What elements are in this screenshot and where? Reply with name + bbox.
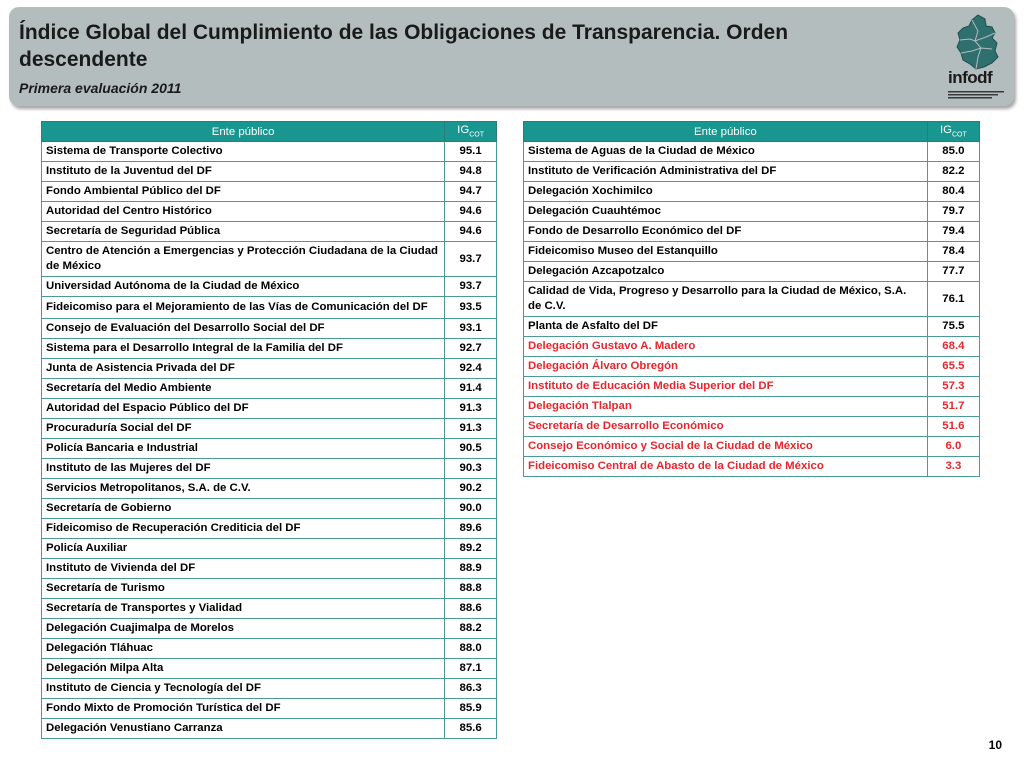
table-row xyxy=(42,599,497,619)
table-row xyxy=(42,579,497,599)
ente-name-cell: Centro de Atención a Emergencias y Protección Ciudadana de la Ciudad de México xyxy=(42,242,445,277)
table-row xyxy=(42,142,497,162)
ente-name-cell: Instituto de las Mujeres del DF xyxy=(42,459,445,479)
ente-name-cell: Delegación Cuauhtémoc xyxy=(524,202,928,222)
table-row xyxy=(42,519,497,539)
table-row xyxy=(524,262,980,282)
igcot-value-cell: 93.7 xyxy=(445,242,497,277)
igcot-value-cell: 51.7 xyxy=(927,397,979,417)
table-row xyxy=(524,222,980,242)
table-row xyxy=(42,459,497,479)
ente-name-cell: Autoridad del Centro Histórico xyxy=(42,202,445,222)
column-header-igcot xyxy=(927,122,979,142)
igcot-value-cell: 86.3 xyxy=(445,679,497,699)
infodf-logo xyxy=(946,11,1010,103)
table-row xyxy=(524,377,980,397)
igcot-subscript: COT xyxy=(469,131,484,139)
igcot-main: IG xyxy=(939,124,952,137)
igcot-value-cell: 89.6 xyxy=(445,519,497,539)
table-row xyxy=(524,317,980,337)
column-header-ente: Ente público xyxy=(42,122,445,142)
igcot-value-cell: 94.6 xyxy=(445,222,497,242)
ente-name-cell: Secretaría de Seguridad Pública xyxy=(42,222,445,242)
table-body-left xyxy=(42,142,497,739)
ente-name-cell: Delegación Milpa Alta xyxy=(42,659,445,679)
ranking-table-right xyxy=(523,121,980,477)
ente-name-cell: Delegación Xochimilco xyxy=(524,182,928,202)
igcot-value-cell: 65.5 xyxy=(927,357,979,377)
ente-name-cell: Instituto de Verificación Administrativa del DF xyxy=(524,162,928,182)
igcot-value-cell: 57.3 xyxy=(927,377,979,397)
ente-name-cell: Fondo Mixto de Promoción Turística del DF xyxy=(42,699,445,719)
ente-name-cell: Consejo de Evaluación del Desarrollo Social del DF xyxy=(42,319,445,339)
igcot-value-cell: 68.4 xyxy=(927,337,979,357)
igcot-value-cell: 93.7 xyxy=(445,277,497,297)
ente-name-cell: Calidad de Vida, Progreso y Desarrollo para la Ciudad de México, S.A. de C.V. xyxy=(524,282,928,317)
igcot-value-cell: 79.4 xyxy=(927,222,979,242)
igcot-subscript: COT xyxy=(952,131,967,139)
ente-name-cell: Fideicomiso de Recuperación Crediticia del DF xyxy=(42,519,445,539)
table-row xyxy=(42,339,497,359)
ente-name-cell: Fideicomiso Museo del Estanquillo xyxy=(524,242,928,262)
ente-name-cell: Sistema para el Desarrollo Integral de la Familia del DF xyxy=(42,339,445,359)
table-body-right xyxy=(524,142,980,477)
igcot-value-cell: 79.7 xyxy=(927,202,979,222)
page-subtitle: Primera evaluación 2011 xyxy=(19,80,182,96)
ente-name-cell: Delegación Cuajimalpa de Morelos xyxy=(42,619,445,639)
table-row xyxy=(42,419,497,439)
igcot-value-cell: 90.0 xyxy=(445,499,497,519)
igcot-value-cell: 90.2 xyxy=(445,479,497,499)
ente-name-cell: Secretaría de Turismo xyxy=(42,579,445,599)
ente-name-cell: Autoridad del Espacio Público del DF xyxy=(42,399,445,419)
ente-name-cell: Secretaría del Medio Ambiente xyxy=(42,379,445,399)
igcot-value-cell: 88.6 xyxy=(445,599,497,619)
igcot-value-cell: 77.7 xyxy=(927,262,979,282)
ente-name-cell: Sistema de Aguas de la Ciudad de México xyxy=(524,142,928,162)
table-row xyxy=(524,162,980,182)
table-row xyxy=(524,282,980,317)
igcot-value-cell: 93.5 xyxy=(445,297,497,319)
igcot-value-cell: 51.6 xyxy=(927,417,979,437)
table-row xyxy=(42,439,497,459)
table-row xyxy=(524,357,980,377)
igcot-value-cell: 91.4 xyxy=(445,379,497,399)
ente-name-cell: Fideicomiso para el Mejoramiento de las Vías de Comunicación del DF xyxy=(42,297,445,319)
ente-name-cell: Instituto de la Juventud del DF xyxy=(42,162,445,182)
table-row xyxy=(42,719,497,739)
table-row xyxy=(42,379,497,399)
igcot-value-cell: 90.5 xyxy=(445,439,497,459)
igcot-value-cell: 3.3 xyxy=(927,457,979,477)
table-row xyxy=(42,679,497,699)
igcot-value-cell: 80.4 xyxy=(927,182,979,202)
ente-name-cell: Instituto de Educación Media Superior del DF xyxy=(524,377,928,397)
table-row xyxy=(524,202,980,222)
table-row xyxy=(42,182,497,202)
igcot-value-cell: 76.1 xyxy=(927,282,979,317)
table-row xyxy=(524,457,980,477)
igcot-value-cell: 82.2 xyxy=(927,162,979,182)
table-header-row xyxy=(42,122,497,142)
igcot-value-cell: 91.3 xyxy=(445,419,497,439)
table-row xyxy=(42,359,497,379)
ente-name-cell: Instituto de Ciencia y Tecnología del DF xyxy=(42,679,445,699)
ente-name-cell: Sistema de Transporte Colectivo xyxy=(42,142,445,162)
table-row xyxy=(42,297,497,319)
igcot-value-cell: 75.5 xyxy=(927,317,979,337)
ente-name-cell: Delegación Venustiano Carranza xyxy=(42,719,445,739)
ente-name-cell: Fondo Ambiental Público del DF xyxy=(42,182,445,202)
table-row xyxy=(524,417,980,437)
igcot-value-cell: 88.8 xyxy=(445,579,497,599)
table-header-row xyxy=(524,122,980,142)
logo-wordmark: infodf xyxy=(948,68,993,87)
table-row xyxy=(42,162,497,182)
ente-name-cell: Universidad Autónoma de la Ciudad de México xyxy=(42,277,445,297)
igcot-main: IG xyxy=(457,124,470,137)
ente-name-cell: Fideicomiso Central de Abasto de la Ciudad de México xyxy=(524,457,928,477)
table-row xyxy=(42,559,497,579)
igcot-value-cell: 85.6 xyxy=(445,719,497,739)
table-row xyxy=(42,659,497,679)
table-row xyxy=(524,437,980,457)
column-header-ente: Ente público xyxy=(524,122,928,142)
ente-name-cell: Delegación Tlalpan xyxy=(524,397,928,417)
igcot-value-cell: 94.8 xyxy=(445,162,497,182)
ente-name-cell: Delegación Álvaro Obregón xyxy=(524,357,928,377)
igcot-value-cell: 92.4 xyxy=(445,359,497,379)
ente-name-cell: Delegación Tláhuac xyxy=(42,639,445,659)
ente-name-cell: Junta de Asistencia Privada del DF xyxy=(42,359,445,379)
table-row xyxy=(42,619,497,639)
table-row xyxy=(42,222,497,242)
header-banner xyxy=(9,7,1014,106)
page-title: Índice Global del Cumplimiento de las Obligaciones de Transparencia. Orden descendente xyxy=(19,21,789,71)
igcot-value-cell: 6.0 xyxy=(927,437,979,457)
igcot-value-cell: 88.2 xyxy=(445,619,497,639)
ranking-table-left xyxy=(41,121,497,739)
table-row xyxy=(42,499,497,519)
table-row xyxy=(42,319,497,339)
igcot-value-cell: 85.9 xyxy=(445,699,497,719)
ente-name-cell: Delegación Azcapotzalco xyxy=(524,262,928,282)
table-row xyxy=(524,142,980,162)
igcot-value-cell: 92.7 xyxy=(445,339,497,359)
table-row xyxy=(524,397,980,417)
ente-name-cell: Policía Bancaria e Industrial xyxy=(42,439,445,459)
mexico-city-map-icon xyxy=(948,13,1008,71)
table-row xyxy=(524,182,980,202)
ente-name-cell: Procuraduría Social del DF xyxy=(42,419,445,439)
ente-name-cell: Secretaría de Gobierno xyxy=(42,499,445,519)
table-row xyxy=(524,337,980,357)
igcot-value-cell: 94.6 xyxy=(445,202,497,222)
igcot-value-cell: 93.1 xyxy=(445,319,497,339)
igcot-value-cell: 94.7 xyxy=(445,182,497,202)
ente-name-cell: Policía Auxiliar xyxy=(42,539,445,559)
ente-name-cell: Planta de Asfalto del DF xyxy=(524,317,928,337)
table-row xyxy=(42,399,497,419)
igcot-value-cell: 89.2 xyxy=(445,539,497,559)
igcot-value-cell: 88.0 xyxy=(445,639,497,659)
column-header-igcot xyxy=(445,122,497,142)
page-number: 10 xyxy=(988,738,1002,752)
table-row xyxy=(524,242,980,262)
ente-name-cell: Consejo Económico y Social de la Ciudad de México xyxy=(524,437,928,457)
igcot-value-cell: 85.0 xyxy=(927,142,979,162)
ente-name-cell: Secretaría de Desarrollo Económico xyxy=(524,417,928,437)
table-row xyxy=(42,539,497,559)
ente-name-cell: Delegación Gustavo A. Madero xyxy=(524,337,928,357)
table-row xyxy=(42,242,497,277)
table-row xyxy=(42,699,497,719)
table-row xyxy=(42,479,497,499)
table-row xyxy=(42,277,497,297)
igcot-value-cell: 91.3 xyxy=(445,399,497,419)
ente-name-cell: Secretaría de Transportes y Vialidad xyxy=(42,599,445,619)
logo-tagline-graphic xyxy=(948,90,1006,99)
ente-name-cell: Fondo de Desarrollo Económico del DF xyxy=(524,222,928,242)
igcot-value-cell: 90.3 xyxy=(445,459,497,479)
ente-name-cell: Instituto de Vivienda del DF xyxy=(42,559,445,579)
table-row xyxy=(42,202,497,222)
igcot-value-cell: 95.1 xyxy=(445,142,497,162)
igcot-value-cell: 88.9 xyxy=(445,559,497,579)
igcot-value-cell: 87.1 xyxy=(445,659,497,679)
table-row xyxy=(42,639,497,659)
ente-name-cell: Servicios Metropolitanos, S.A. de C.V. xyxy=(42,479,445,499)
igcot-value-cell: 78.4 xyxy=(927,242,979,262)
